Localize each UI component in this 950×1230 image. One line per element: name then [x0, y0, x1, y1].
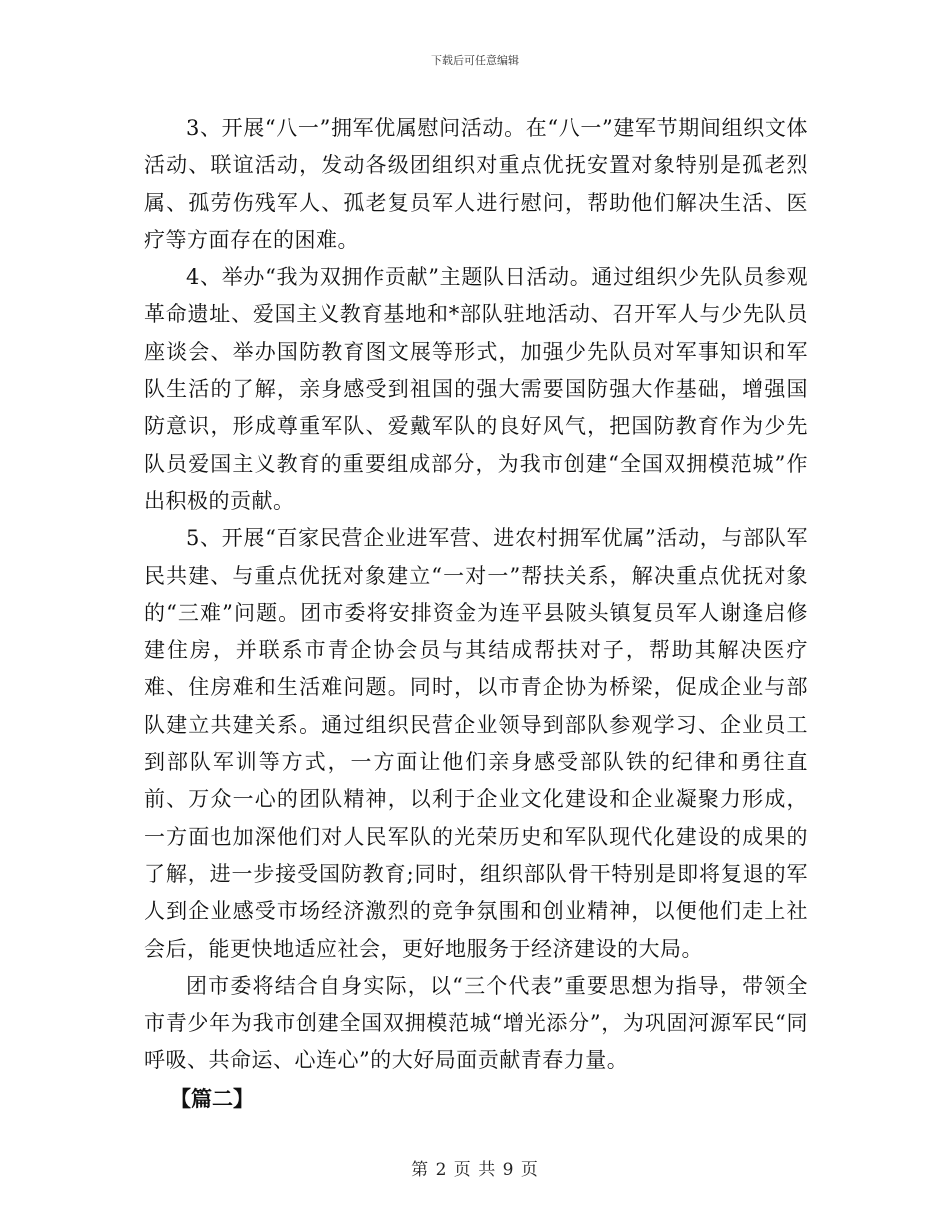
paragraph-item-5: 5、开展“百家民营企业进军营、进农村拥军优属”活动，与部队军民共建、与重点优抚对象建立“一对一”帮扶关系，解决重点优抚对象的“三难”问题。团市委将安排资金为连平县陂头镇复员军人谢逢启修建住房，并联系市青企协会员与其结成帮扶对子，帮助其解决医疗难、住房难和生活难问题。同时，以市青企协为桥梁，促成企业与部队建立共建关系。通过组织民营企业领导到部队参观学习、企业员工到部队军训等方式，一方面让他们亲身感受部队铁的纪律和勇往直前、万众一心的团队精神，以利于企业文化建设和企业凝聚力形成，一方面也加深他们对人民军队的光荣历史和军队现代化建设的成果的了解，进一步接受国防教育;同时，组织部队骨干特别是即将复退的军人到企业感受市场经济激烈的竞争氛围和创业精神，以便他们走上社会后，能更快地适应社会，更好地服务于经济建设的大局。: [144, 526, 808, 961]
paragraph-conclusion: 团市委将结合自身实际，以“三个代表”重要思想为指导，带领全市青少年为我市创建全国双拥模范城“增光添分”，为巩固河源军民“同呼吸、共命运、心连心”的大好局面贡献青春力量。: [144, 973, 808, 1073]
paragraph-item-4: 4、举办“我为双拥作贡献”主题队日活动。通过组织少先队员参观革命遗址、爱国主义教育基地和*部队驻地活动、召开军人与少先队员座谈会、举办国防教育图文展等形式，加强少先队员对军事知识和军队生活的了解，亲身感受到祖国的强大需要国防强大作基础，增强国防意识，形成尊重军队、爱戴军队的良好风气，把国防教育作为少先队员爱国主义教育的重要组成部分，为我市创建“全国双拥模范城”作出积极的贡献。: [144, 265, 808, 513]
page-header: 下载后可任意编辑: [431, 54, 519, 67]
paragraph-item-3: 3、开展“八一”拥军优属慰问活动。在“八一”建军节期间组织文体活动、联谊活动，发动各级团组织对重点优抚安置对象特别是孤老烈属、孤劳伤残军人、孤老复员军人进行慰问，帮助他们解决生活、医疗等方面存在的困难。: [144, 116, 808, 252]
section-title: 【篇二】: [170, 1085, 254, 1111]
document-body: [144, 110, 808, 1117]
page-number-footer: 第 2 页 共 9 页: [411, 1160, 539, 1180]
